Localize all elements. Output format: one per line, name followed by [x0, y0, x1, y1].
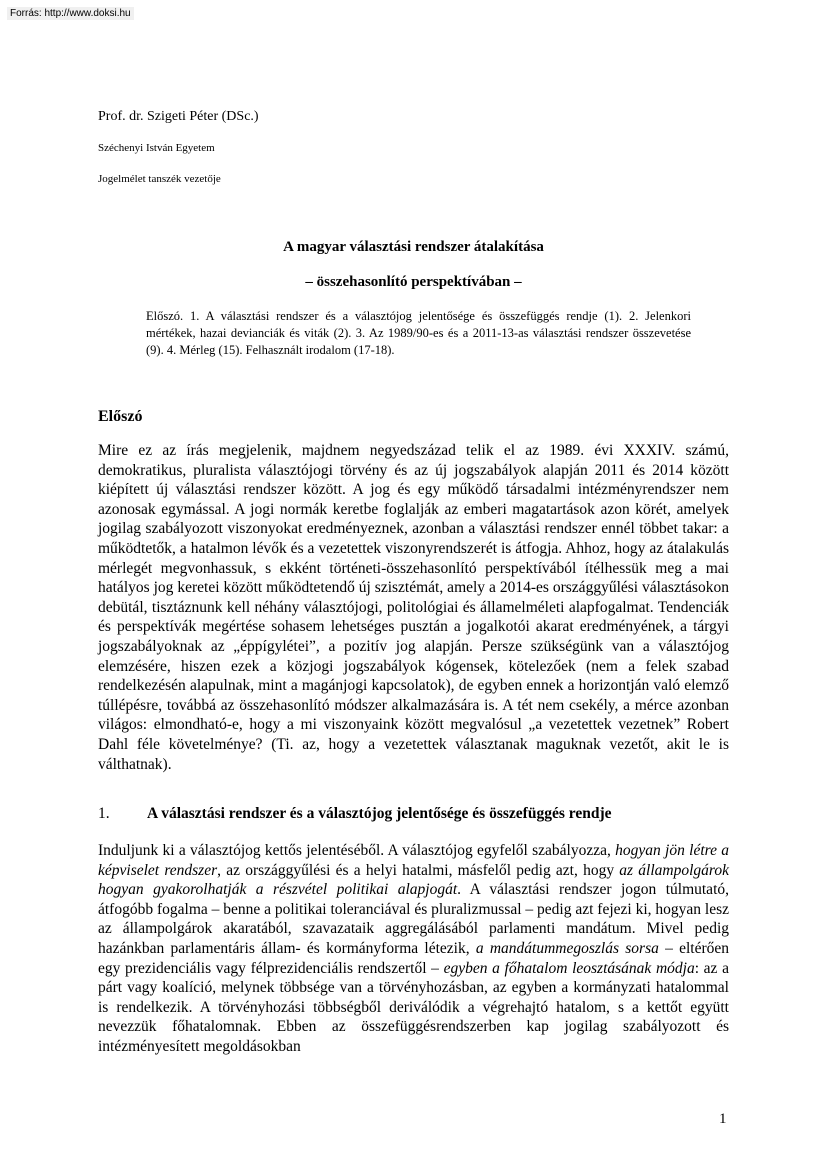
text-run: , az országgyűlési és a helyi hatalmi, másfelől pedig azt, hogy — [217, 861, 620, 879]
section-1-heading — [98, 805, 729, 823]
section-heading-preface: Előszó — [98, 408, 143, 425]
table-of-contents: Előszó. 1. A választási rendszer és a választójog jelentősége és összefüggés rendje (1). 2. Jelenkori mértékek, hazai devianciák és viták (2). 3. Az 1989/90-es és a 2011-13-as választási rendszer összevetése (9). 4. Mérleg (15). Felhasznált irodalom (17-18). — [146, 309, 691, 357]
text-run: – eltérően egy prezidenciális vagy félprezidenciális rendszertől – — [98, 939, 730, 977]
document-subtitle: – összehasonlító perspektívában – — [305, 274, 522, 290]
emphasis-run: a mandátummegoszlás sorsa — [475, 939, 659, 957]
section-number: 1. — [98, 805, 110, 822]
source-banner: Forrás: http://www.doksi.hu — [7, 7, 134, 20]
text-run: . A választási rendszer jogon túlmutató, átfogóbb fogalma – benne a politikai toleranciával és pluralizmussal – pedig azt fejezi ki, hogyan lesz az állampolgárok akaratából, szavazataik aggregálásából parlamenti mandátum. Mivel pedig hazánkban parlamentáris állam- és kormányforma létezik, — [98, 881, 729, 957]
author-name: Prof. dr. Szigeti Péter (DSc.) — [98, 109, 259, 124]
section-title: A választási rendszer és a választójog jelentősége és összefüggés rendje — [147, 805, 612, 822]
document-title: A magyar választási rendszer átalakítása — [283, 239, 544, 255]
department: Jogelmélet tanszék vezetője — [98, 173, 221, 185]
text-run: Induljunk ki a választójog kettős jelentéséből. A választójog egyfelől szabályozza, — [98, 842, 616, 859]
emphasis-run: egyben a főhatalom leosztásának módja — [443, 959, 695, 977]
emphasis-run: hogyan jön létre a képviselet rendszer — [98, 842, 729, 879]
section-1-paragraph — [98, 841, 729, 1057]
preface-paragraph: Mire ez az írás megjelenik, majdnem negyedszázad telik el az 1989. évi XXXIV. számú, demokratikus, pluralista választójogi törvény és az új jogszabályok alapján 2011 és 2014 között kiépített új választási rendszer között. A jog és egy működő társadalmi intézményrendszer nem azonosak egymással. A jogi normák keretbe foglalják az emberi magatartások azon körét, amelyek jogilag szabályozott viszonyokat eredményeznek, azonban a választási rendszer ennél többet takar: a működtetők, a hatalmon lévők és a vezetettek viszonyrendszerét is átfogja. Ahhoz, hogy az átalakulás mérlegét megvonhassuk, s ekként történeti-összehasonlító perspektívából ítélhessük meg a mai hatályos jog keretei között működtetendő új szisztémát, amely a 2014-es országgyűlési választásokon debütál, tisztáznunk kell néhány választójogi, politológiai és államelméleti alapfogalmat. Tendenciák és perspektívák megértése sohasem lehetséges pusztán a jogalkotói akarat eredményének, a tárgyi jogszabályoknak az „éppígylétei”, a pozitív jog alapján. Persze szükségünk van a választójog elemzésére, hiszen ezek a közjogi jogszabályok kógensek, kötelezőek (nem a felek szabad rendelkezésén alapulnak, mint a magánjogi kapcsolatok), de egyben ennek a horizontján való elemző túllépésre, továbbá az összehasonlító módszer alkalmazására is. A tét nem csekély, a mérce azonban világos: elmondható-e, hogy a mi viszonyaink között megvalósul „a vezetettek vezetnek” Robert Dahl féle követelménye? (Ti. az, hogy a vezetettek választanak maguknak vezetőt, akit le is válthatnak). — [98, 442, 729, 773]
text-run: : az a párt vagy koalíció, melynek többsége van a törvényhozásban, az egyben a kormányzati hatalommal is rendelkezik. A törvényhozási többségből deriválódik a végrehajtó hatalom, s a kettőt együtt nevezzük főhatalomnak. Ebben az összefüggésrendszerben kap jogilag szabályozott és intézményesített megoldásokban — [98, 959, 729, 1055]
institution: Széchenyi István Egyetem — [98, 142, 215, 154]
page-number: 1 — [719, 1111, 727, 1127]
emphasis-run: az állampolgárok hogyan gyakorolhatják a részvétel politikai alapjogát — [98, 861, 729, 899]
